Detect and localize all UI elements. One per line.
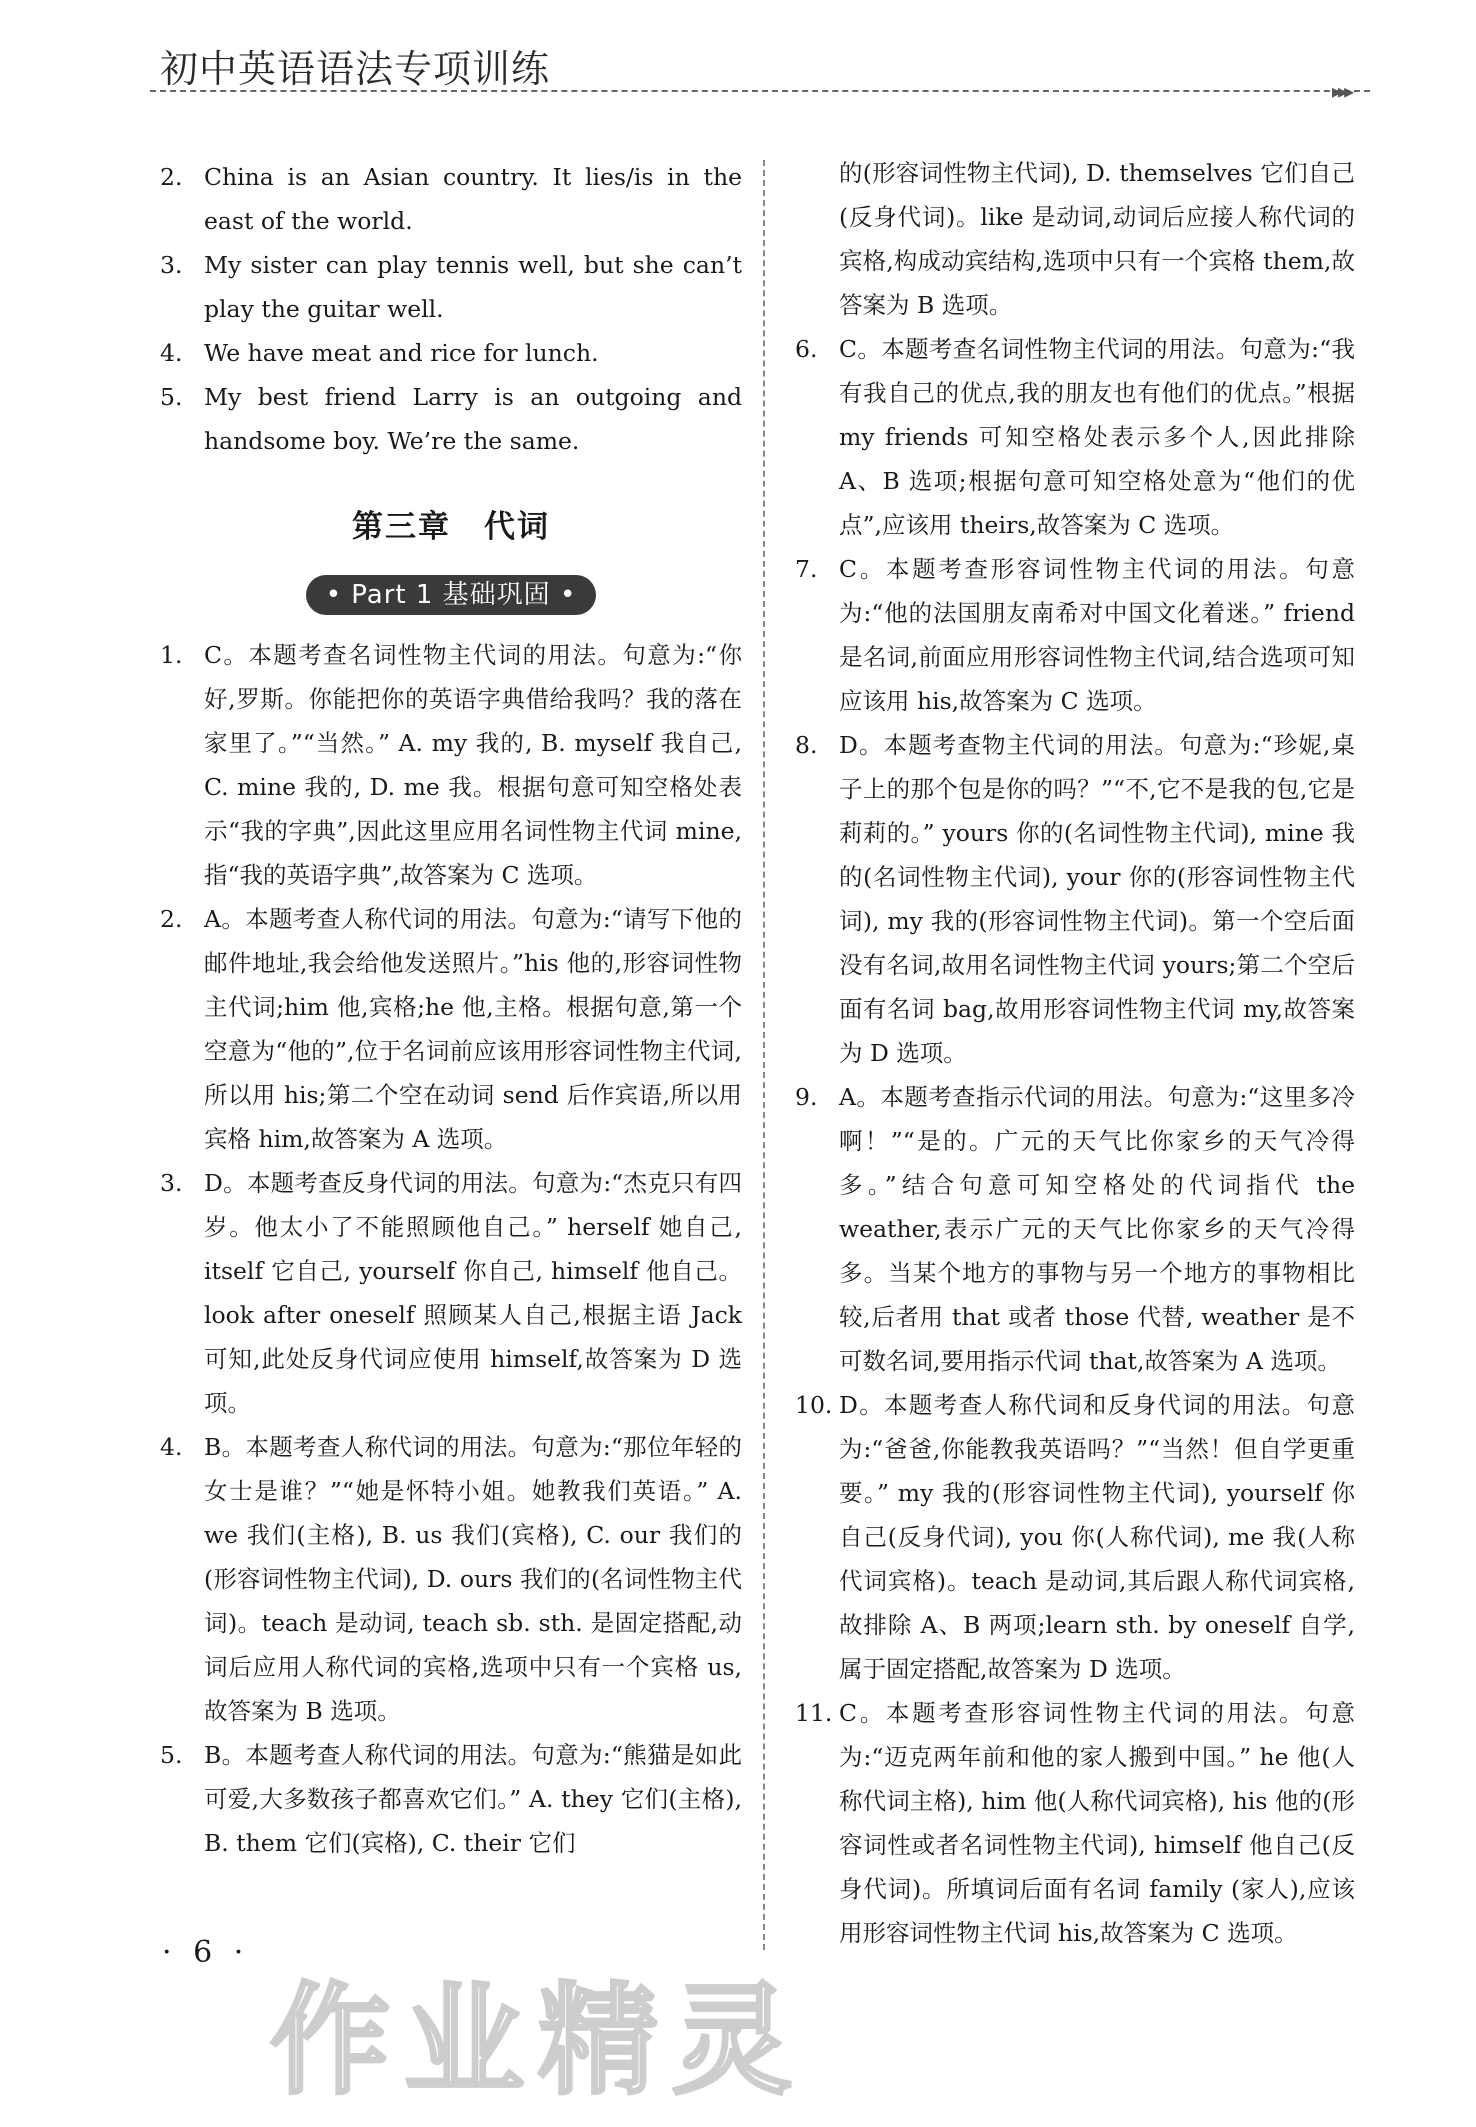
answer-number: 9.	[795, 1083, 818, 1111]
answer-text: D。本题考查反身代词的用法。句意为:“杰克只有四岁。他太小了不能照顾他自己。” herself 她自己, itself 它自己, yourself 你自己, himself 他自己。look after oneself 照顾某人自己,根据主语 Jack 可知,此处反身代词应使用 himself,故答案为 D 选项。	[204, 1169, 742, 1417]
answer-item	[795, 547, 1355, 723]
column-divider	[763, 160, 765, 1950]
answer-item	[160, 1733, 742, 1865]
answer-text: A。本题考查指示代词的用法。句意为:“这里多冷啊！”“是的。广元的天气比你家乡的天气冷得多。”结合句意可知空格处的代词指代 the weather,表示广元的天气比你家乡的天气冷得多。当某个地方的事物与另一个地方的事物相比较,后者用 that 或者 those 代替, weather 是不可数名词,要用指示代词 that,故答案为 A 选项。	[839, 1083, 1355, 1375]
item-number: 4.	[160, 339, 183, 367]
answer-number: 11.	[795, 1699, 833, 1727]
answer-text: B。本题考查人称代词的用法。句意为:“那位年轻的女士是谁？”“她是怀特小姐。她教我们英语。” A. we 我们(主格), B. us 我们(宾格), C. our 我们的(形容词性物主代词), D. ours 我们的(名词性物主代词)。teach 是动词, teach sb. sth. 是固定搭配,动词后应用人称代词的宾格,选项中只有一个宾格 us,故答案为 B 选项。	[204, 1433, 742, 1725]
answer-number: 2.	[160, 905, 183, 933]
chapter-title: 第三章 代词	[352, 509, 550, 545]
item-text: My best friend Larry is an outgoing and handsome boy. We’re the same.	[204, 383, 742, 455]
answer-number: 3.	[160, 1169, 183, 1197]
left-column	[160, 155, 742, 1865]
answer-text: D。本题考查物主代词的用法。句意为:“珍妮,桌子上的那个包是你的吗？”“不,它不是我的包,它是莉莉的。” yours 你的(名词性物主代词), mine 我的(名词性物主代词), your 你的(形容词性物主代词), my 我的(形容词性物主代词)。第一个空后面没有名词,故用名词性物主代词 yours;第二个空后面有名词 bag,故用形容词性物主代词 my,故答案为 D 选项。	[839, 731, 1355, 1067]
page-number: · 6 ·	[162, 1935, 250, 1970]
answer-number: 1.	[160, 641, 183, 669]
list-item	[160, 243, 742, 331]
answer-item	[160, 633, 742, 897]
item-number: 5.	[160, 383, 183, 411]
answer-item	[795, 723, 1355, 1075]
answer-number: 7.	[795, 555, 818, 583]
answer-item	[160, 1425, 742, 1733]
watermark-logo: 作业精灵	[270, 1972, 806, 2111]
item-number: 3.	[160, 251, 183, 279]
answer-number: 6.	[795, 335, 818, 363]
answer-item	[160, 1161, 742, 1425]
answer-item	[795, 1075, 1355, 1383]
list-item	[160, 331, 742, 375]
part-badge: • Part 1 基础巩固 •	[306, 575, 597, 615]
item-number: 2.	[160, 163, 183, 191]
answer-text: C。本题考查形容词性物主代词的用法。句意为:“迈克两年前和他的家人搬到中国。” he 他(人称代词主格), him 他(人称代词宾格), his 他的(形容词性或者名词性物主代词), himself 他自己(反身代词)。所填词后面有名词 family (家人),应该用形容词性物主代词 his,故答案为 C 选项。	[839, 1699, 1355, 1947]
answer-text: C。本题考查形容词性物主代词的用法。句意为:“他的法国朋友南希对中国文化着迷。” friend 是名词,前面应用形容词性物主代词,结合选项可知应该用 his,故答案为 C 选项。	[839, 555, 1355, 715]
answer-item	[795, 327, 1355, 547]
list-item	[160, 155, 742, 243]
part-badge-wrap	[160, 573, 742, 621]
answer-number: 5.	[160, 1741, 183, 1769]
answer-item	[160, 897, 742, 1161]
page-header-title: 初中英语语法专项训练	[160, 47, 551, 91]
answer-number: 10.	[795, 1391, 833, 1419]
item-text: We have meat and rice for lunch.	[204, 339, 599, 367]
item-text: My sister can play tennis well, but she can’t play the guitar well.	[204, 251, 742, 323]
answer-text: C。本题考查名词性物主代词的用法。句意为:“你好,罗斯。你能把你的英语字典借给我吗？我的落在家里了。”“当然。” A. my 我的, B. myself 我自己, C. mine 我的, D. me 我。根据句意可知空格处表示“我的字典”,因此这里应用名词性物主代词 mine,指“我的英语字典”,故答案为 C 选项。	[204, 641, 742, 889]
list-item	[160, 375, 742, 463]
item-text: China is an Asian country. It lies/is in the east of the world.	[204, 163, 742, 235]
right-column	[795, 151, 1355, 1955]
answer-continuation: 的(形容词性物主代词), D. themselves 它们自己(反身代词)。like 是动词,动词后应接人称代词的宾格,构成动宾结构,选项中只有一个宾格 them,故答案为 B 选项。	[839, 159, 1355, 319]
answer-item	[795, 1383, 1355, 1691]
answer-number: 4.	[160, 1433, 183, 1461]
answer-text: C。本题考查名词性物主代词的用法。句意为:“我有我自己的优点,我的朋友也有他们的优点。”根据 my friends 可知空格处表示多个人,因此排除 A、B 选项;根据句意可知空格处意为“他们的优点”,应该用 theirs,故答案为 C 选项。	[839, 335, 1355, 539]
header-divider	[150, 90, 1370, 92]
answer-item	[795, 1691, 1355, 1955]
header-arrows-icon: ▸▸▸	[1332, 79, 1351, 103]
answer-text: D。本题考查人称代词和反身代词的用法。句意为:“爸爸,你能教我英语吗？”“当然！但自学更重要。” my 我的(形容词性物主代词), yourself 你自己(反身代词), you 你(人称代词), me 我(人称代词宾格)。teach 是动词,其后跟人称代词宾格,故排除 A、B 两项;learn sth. by oneself 自学,属于固定搭配,故答案为 D 选项。	[839, 1391, 1355, 1683]
answer-text: A。本题考查人称代词的用法。句意为:“请写下他的邮件地址,我会给他发送照片。”his 他的,形容词性物主代词;him 他,宾格;he 他,主格。根据句意,第一个空意为“他的”,位于名词前应该用形容词性物主代词,所以用 his;第二个空在动词 send 后作宾语,所以用宾格 him,故答案为 A 选项。	[204, 905, 742, 1153]
answer-text: B。本题考查人称代词的用法。句意为:“熊猫是如此可爱,大多数孩子都喜欢它们。” A. they 它们(主格), B. them 它们(宾格), C. their 它们	[204, 1741, 742, 1857]
answer-number: 8.	[795, 731, 818, 759]
